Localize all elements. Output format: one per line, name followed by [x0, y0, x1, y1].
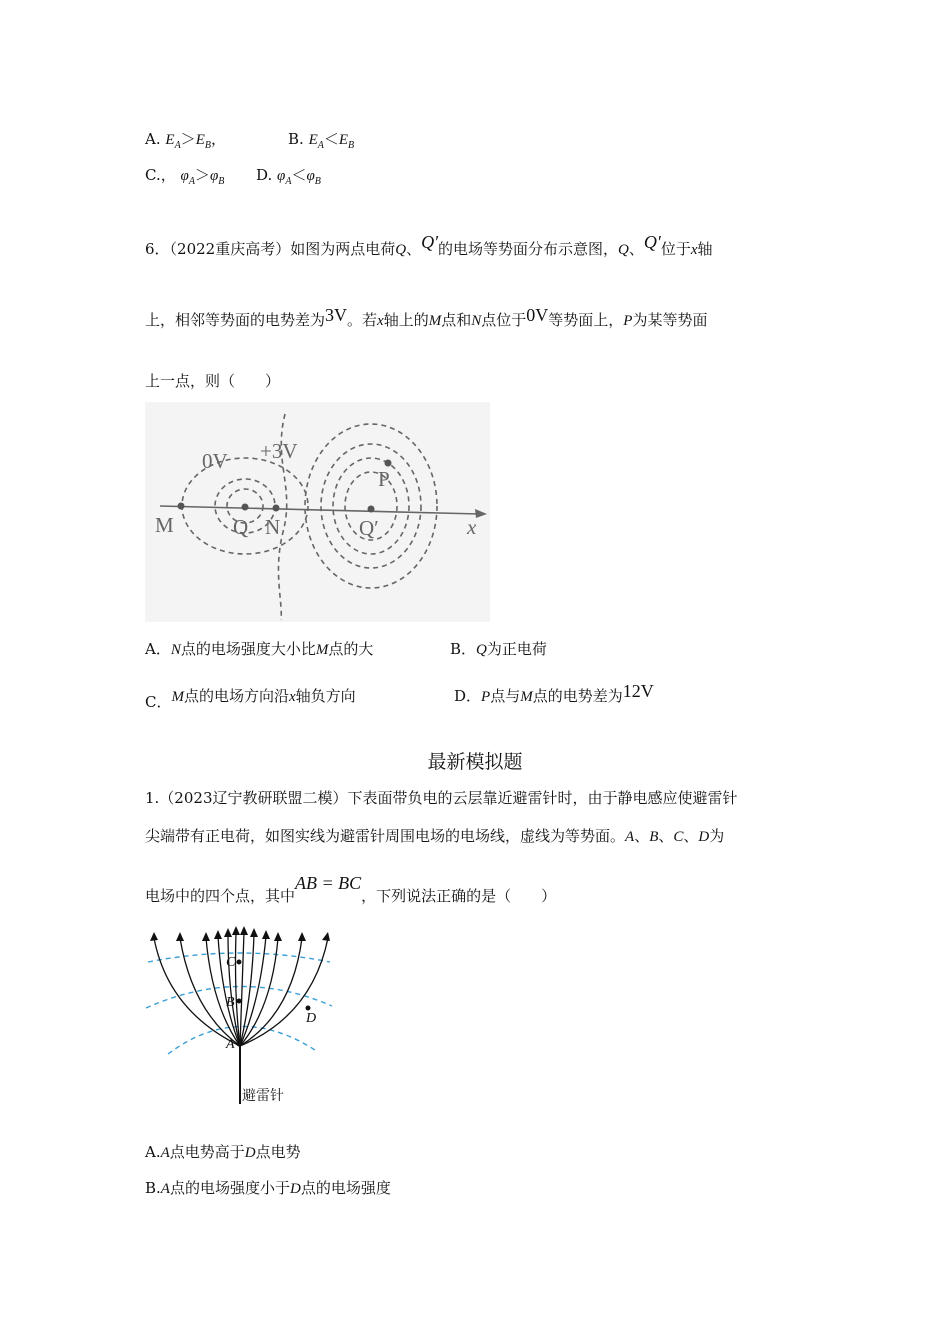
text: 、	[634, 827, 650, 845]
q5-option-b	[288, 128, 354, 151]
symbol: E	[308, 132, 318, 148]
q5-option-c	[145, 164, 224, 187]
option-label: C.，	[145, 166, 176, 184]
label-a: A	[226, 1037, 235, 1052]
label-q-prime: Q′	[359, 516, 379, 540]
text: 点位于	[481, 311, 527, 329]
symbol: x	[377, 313, 384, 329]
option-label: A.	[145, 130, 161, 148]
point-p	[385, 460, 392, 467]
text: 点电势高于	[169, 1143, 245, 1161]
subscript: A	[174, 140, 181, 151]
q6-option-d	[454, 681, 654, 706]
text: 为某等势面	[632, 311, 708, 329]
text: 。若	[347, 311, 378, 329]
symbol: φ	[209, 168, 219, 184]
field-lines	[154, 932, 328, 1046]
subscript: B	[348, 140, 355, 151]
subscript: B	[204, 140, 211, 151]
text: 电场中的四个点，其中	[145, 887, 296, 905]
symbol: M	[520, 689, 533, 705]
symbol: M	[171, 689, 184, 705]
text: 位于	[660, 240, 691, 258]
text: 点的大	[328, 640, 374, 658]
text: 点和	[441, 311, 472, 329]
symbol: φ	[277, 168, 286, 184]
symbol: E	[195, 132, 205, 148]
label-3v: +3V	[260, 439, 298, 463]
operator: ＞	[180, 130, 196, 148]
symbol: M	[428, 313, 442, 329]
q6-stem-line-1	[145, 232, 713, 259]
option-label: A.	[145, 1143, 161, 1161]
equation: AB = BC	[295, 873, 362, 893]
point-d	[306, 1006, 311, 1011]
text: 6．（2022重庆高考）如图为两点电荷	[145, 240, 396, 258]
q1-option-b	[145, 1177, 391, 1198]
subscript: B	[314, 176, 321, 187]
section-title: 最新模拟题	[427, 751, 523, 773]
point-n	[273, 505, 280, 512]
symbol: P	[481, 689, 491, 705]
text: 、	[683, 827, 699, 845]
figure-background	[145, 402, 490, 622]
text: 轴上的	[383, 311, 429, 329]
text: 的电场等势面分布示意图，	[438, 240, 619, 258]
text: 等势面上，	[548, 311, 624, 329]
symbol: C	[673, 829, 684, 845]
symbol: N	[170, 642, 181, 658]
operator: ＞	[194, 166, 210, 184]
text: 点的电场强度大小比	[180, 640, 316, 658]
q5-option-d	[256, 164, 321, 187]
equipotential-figure	[145, 402, 490, 622]
q6-stem-line-2	[145, 305, 708, 330]
operator: ＜	[291, 166, 307, 184]
subscript: B	[218, 176, 225, 187]
option-label: D．	[454, 687, 482, 705]
symbol: A	[625, 829, 635, 845]
q6-option-a	[145, 638, 373, 659]
figure-caption: 避雷针	[242, 1088, 284, 1104]
text: ，下列说法正确的是（ ）	[361, 887, 557, 905]
q1-stem-line-3	[145, 873, 557, 906]
symbol: Q	[395, 242, 407, 258]
subscript: A	[188, 176, 195, 187]
symbol: D	[289, 1181, 301, 1197]
symbol: Q′	[421, 232, 439, 252]
option-label: B.	[288, 130, 304, 148]
lightning-rod-figure	[140, 926, 340, 1110]
symbol: P	[623, 313, 633, 329]
subscript: A	[317, 140, 324, 151]
q6-option-b	[450, 638, 547, 659]
point-m	[178, 503, 185, 510]
point-b	[237, 999, 242, 1004]
q1-stem-line-1: 1.（2023辽宁教研联盟二模）下表面带负电的云层靠近避雷针时，由于静电感应使避雷针	[145, 789, 738, 807]
symbol: D	[244, 1145, 256, 1161]
label-b: B	[226, 995, 235, 1010]
symbol: A	[160, 1181, 170, 1197]
text: 为	[709, 827, 725, 845]
label-c: C	[226, 955, 236, 970]
text: 点的电势差为	[532, 687, 623, 705]
symbol: A	[160, 1145, 170, 1161]
symbol: x	[289, 689, 296, 705]
text: 点的电场强度小于	[169, 1179, 290, 1197]
text: 上，相邻等势面的电势差为	[145, 311, 326, 329]
label-d: D	[306, 1011, 317, 1026]
option-label: A．	[145, 640, 171, 658]
q5-option-a	[145, 128, 226, 151]
option-label: D.	[256, 166, 273, 184]
label-p: P	[378, 467, 390, 491]
subscript: A	[285, 176, 292, 187]
symbol: φ	[180, 168, 189, 184]
symbol: M	[315, 642, 329, 658]
q1-stem-line-2	[145, 825, 724, 846]
text: 、	[658, 827, 674, 845]
text: 尖端带有正电荷，如图实线为避雷针周围电场的电场线，虚线为等势面。	[145, 827, 626, 845]
symbol: φ	[306, 168, 315, 184]
label-x: x	[467, 515, 477, 539]
text: 、	[628, 240, 644, 258]
text: 轴	[697, 240, 713, 258]
punctuation: ，	[210, 130, 226, 148]
point-a	[237, 1042, 242, 1047]
label-n: N	[265, 515, 281, 539]
text: 点的电场方向沿	[183, 687, 289, 705]
operator: ＜	[323, 130, 339, 148]
text: 点电势	[255, 1143, 301, 1161]
text: 点与	[490, 687, 521, 705]
arrowheads	[150, 926, 330, 941]
q6-option-c	[145, 685, 356, 711]
symbol: Q	[476, 642, 487, 658]
option-label: B.	[145, 1179, 161, 1197]
text: 轴负方向	[295, 687, 356, 705]
symbol: E	[338, 132, 349, 148]
q6-stem-line-3: 上一点，则（ ）	[145, 372, 281, 390]
value: 3V	[325, 305, 348, 325]
point-q-prime	[368, 506, 375, 513]
label-q: Q	[233, 515, 249, 539]
symbol: B	[649, 829, 659, 845]
text: 、	[406, 240, 422, 258]
label-m: M	[155, 513, 174, 537]
symbol: Q′	[643, 232, 661, 252]
symbol: x	[690, 242, 698, 258]
symbol: E	[165, 132, 175, 148]
symbol: N	[471, 313, 482, 329]
symbol: Q	[618, 242, 629, 258]
text: 为正电荷	[486, 640, 547, 658]
q1-option-a	[145, 1141, 301, 1162]
value: 0V	[526, 305, 549, 325]
value: 12V	[622, 681, 654, 701]
option-label: B．	[450, 640, 477, 658]
symbol: D	[698, 829, 710, 845]
label-0v: 0V	[202, 449, 228, 473]
option-label: C．	[145, 693, 172, 711]
point-c	[237, 960, 242, 965]
point-q	[242, 504, 249, 511]
text: 点的电场强度	[300, 1179, 391, 1197]
